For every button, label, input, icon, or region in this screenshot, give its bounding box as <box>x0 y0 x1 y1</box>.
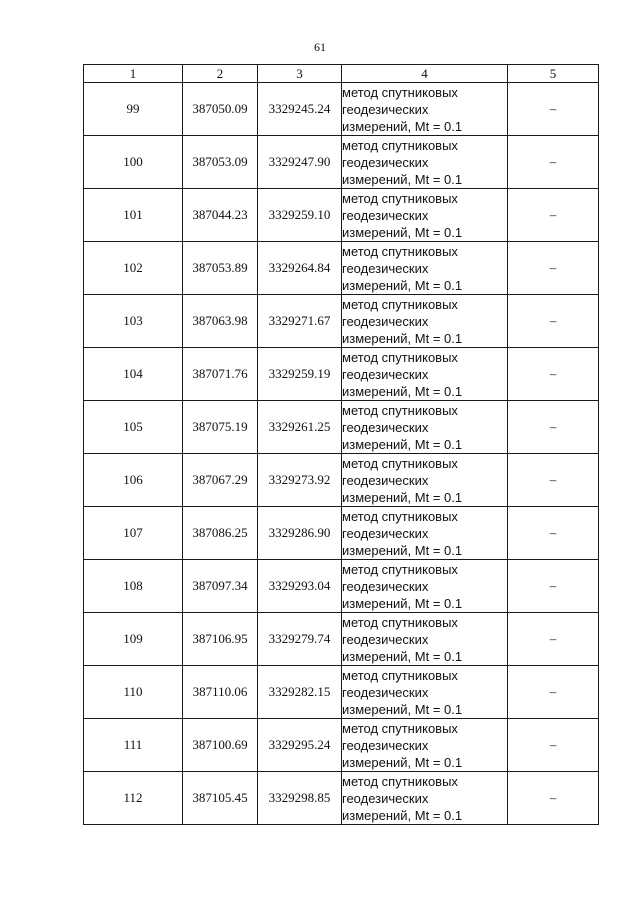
y-coordinate-cell: 3329293.04 <box>258 560 342 613</box>
method-line: измерений, Mt = 0.1 <box>342 807 463 823</box>
method-line: геодезических <box>342 101 429 117</box>
column-5-cell: – <box>508 136 599 189</box>
column-5-cell: – <box>508 295 599 348</box>
method-line: геодезических <box>342 737 429 753</box>
point-number-cell: 108 <box>84 560 183 613</box>
method-line: метод спутниковых <box>342 508 458 524</box>
method-line: геодезических <box>342 684 429 700</box>
point-number-cell: 110 <box>84 666 183 719</box>
method-cell <box>342 507 508 560</box>
method-line: геодезических <box>342 790 429 806</box>
point-number-cell: 107 <box>84 507 183 560</box>
method-line: метод спутниковых <box>342 455 458 471</box>
column-5-cell: – <box>508 401 599 454</box>
method-cell <box>342 666 508 719</box>
coordinates-table <box>83 64 599 825</box>
column-5-cell: – <box>508 613 599 666</box>
x-coordinate-cell: 387097.34 <box>183 560 258 613</box>
y-coordinate-cell: 3329245.24 <box>258 83 342 136</box>
method-line: геодезических <box>342 419 429 435</box>
method-line: измерений, Mt = 0.1 <box>342 171 463 187</box>
column-5-cell: – <box>508 242 599 295</box>
column-header-1: 1 <box>84 65 183 83</box>
table-row <box>84 348 599 401</box>
method-line: геодезических <box>342 631 429 647</box>
method-cell <box>342 401 508 454</box>
method-cell <box>342 719 508 772</box>
y-coordinate-cell: 3329273.92 <box>258 454 342 507</box>
column-5-cell: – <box>508 772 599 825</box>
y-coordinate-cell: 3329264.84 <box>258 242 342 295</box>
table-row <box>84 719 599 772</box>
method-line: геодезических <box>342 260 429 276</box>
method-cell <box>342 772 508 825</box>
column-5-cell: – <box>508 83 599 136</box>
x-coordinate-cell: 387071.76 <box>183 348 258 401</box>
column-header-4: 4 <box>342 65 508 83</box>
method-line: метод спутниковых <box>342 773 458 789</box>
x-coordinate-cell: 387053.89 <box>183 242 258 295</box>
method-cell <box>342 83 508 136</box>
y-coordinate-cell: 3329259.19 <box>258 348 342 401</box>
method-cell <box>342 454 508 507</box>
method-line: геодезических <box>342 154 429 170</box>
method-line: метод спутниковых <box>342 402 458 418</box>
point-number-cell: 104 <box>84 348 183 401</box>
method-line: измерений, Mt = 0.1 <box>342 330 463 346</box>
point-number-cell: 99 <box>84 83 183 136</box>
x-coordinate-cell: 387106.95 <box>183 613 258 666</box>
y-coordinate-cell: 3329271.67 <box>258 295 342 348</box>
x-coordinate-cell: 387100.69 <box>183 719 258 772</box>
table-row <box>84 401 599 454</box>
column-5-cell: – <box>508 348 599 401</box>
column-5-cell: – <box>508 666 599 719</box>
point-number-cell: 109 <box>84 613 183 666</box>
y-coordinate-cell: 3329286.90 <box>258 507 342 560</box>
method-line: метод спутниковых <box>342 349 458 365</box>
method-line: измерений, Mt = 0.1 <box>342 489 463 505</box>
method-line: измерений, Mt = 0.1 <box>342 383 463 399</box>
method-line: геодезических <box>342 472 429 488</box>
column-5-cell: – <box>508 454 599 507</box>
method-line: метод спутниковых <box>342 190 458 206</box>
point-number-cell: 100 <box>84 136 183 189</box>
y-coordinate-cell: 3329261.25 <box>258 401 342 454</box>
column-header-5: 5 <box>508 65 599 83</box>
table-row <box>84 189 599 242</box>
y-coordinate-cell: 3329259.10 <box>258 189 342 242</box>
table-row <box>84 666 599 719</box>
x-coordinate-cell: 387086.25 <box>183 507 258 560</box>
method-line: измерений, Mt = 0.1 <box>342 648 463 664</box>
x-coordinate-cell: 387050.09 <box>183 83 258 136</box>
method-line: измерений, Mt = 0.1 <box>342 224 463 240</box>
method-cell <box>342 560 508 613</box>
point-number-cell: 105 <box>84 401 183 454</box>
table-row <box>84 83 599 136</box>
table-row <box>84 613 599 666</box>
y-coordinate-cell: 3329282.15 <box>258 666 342 719</box>
method-line: измерений, Mt = 0.1 <box>342 701 463 717</box>
method-cell <box>342 136 508 189</box>
column-5-cell: – <box>508 189 599 242</box>
point-number-cell: 101 <box>84 189 183 242</box>
method-line: метод спутниковых <box>342 137 458 153</box>
method-line: метод спутниковых <box>342 296 458 312</box>
method-line: метод спутниковых <box>342 667 458 683</box>
x-coordinate-cell: 387044.23 <box>183 189 258 242</box>
column-5-cell: – <box>508 507 599 560</box>
y-coordinate-cell: 3329279.74 <box>258 613 342 666</box>
point-number-cell: 106 <box>84 454 183 507</box>
x-coordinate-cell: 387067.29 <box>183 454 258 507</box>
y-coordinate-cell: 3329295.24 <box>258 719 342 772</box>
method-line: измерений, Mt = 0.1 <box>342 595 463 611</box>
method-line: метод спутниковых <box>342 720 458 736</box>
x-coordinate-cell: 387063.98 <box>183 295 258 348</box>
method-cell <box>342 189 508 242</box>
method-line: геодезических <box>342 366 429 382</box>
page-number: 61 <box>314 40 326 54</box>
method-line: геодезических <box>342 313 429 329</box>
point-number-cell: 111 <box>84 719 183 772</box>
method-line: измерений, Mt = 0.1 <box>342 277 463 293</box>
method-line: геодезических <box>342 578 429 594</box>
point-number-cell: 103 <box>84 295 183 348</box>
method-cell <box>342 348 508 401</box>
method-line: измерений, Mt = 0.1 <box>342 118 463 134</box>
table-row <box>84 136 599 189</box>
method-cell <box>342 242 508 295</box>
column-5-cell: – <box>508 719 599 772</box>
y-coordinate-cell: 3329298.85 <box>258 772 342 825</box>
x-coordinate-cell: 387105.45 <box>183 772 258 825</box>
table-row <box>84 242 599 295</box>
method-line: метод спутниковых <box>342 84 458 100</box>
method-line: метод спутниковых <box>342 614 458 630</box>
table-row <box>84 295 599 348</box>
method-cell <box>342 613 508 666</box>
method-line: геодезических <box>342 207 429 223</box>
column-header-3: 3 <box>258 65 342 83</box>
x-coordinate-cell: 387110.06 <box>183 666 258 719</box>
table-row <box>84 560 599 613</box>
table-row <box>84 772 599 825</box>
method-line: измерений, Mt = 0.1 <box>342 754 463 770</box>
column-5-cell: – <box>508 560 599 613</box>
method-cell <box>342 295 508 348</box>
method-line: измерений, Mt = 0.1 <box>342 542 463 558</box>
x-coordinate-cell: 387053.09 <box>183 136 258 189</box>
method-line: метод спутниковых <box>342 243 458 259</box>
table-row <box>84 454 599 507</box>
table-body <box>84 83 599 825</box>
x-coordinate-cell: 387075.19 <box>183 401 258 454</box>
method-line: измерений, Mt = 0.1 <box>342 436 463 452</box>
table-row <box>84 507 599 560</box>
table-header-row <box>84 65 599 83</box>
column-header-2: 2 <box>183 65 258 83</box>
method-line: метод спутниковых <box>342 561 458 577</box>
point-number-cell: 102 <box>84 242 183 295</box>
point-number-cell: 112 <box>84 772 183 825</box>
method-line: геодезических <box>342 525 429 541</box>
y-coordinate-cell: 3329247.90 <box>258 136 342 189</box>
